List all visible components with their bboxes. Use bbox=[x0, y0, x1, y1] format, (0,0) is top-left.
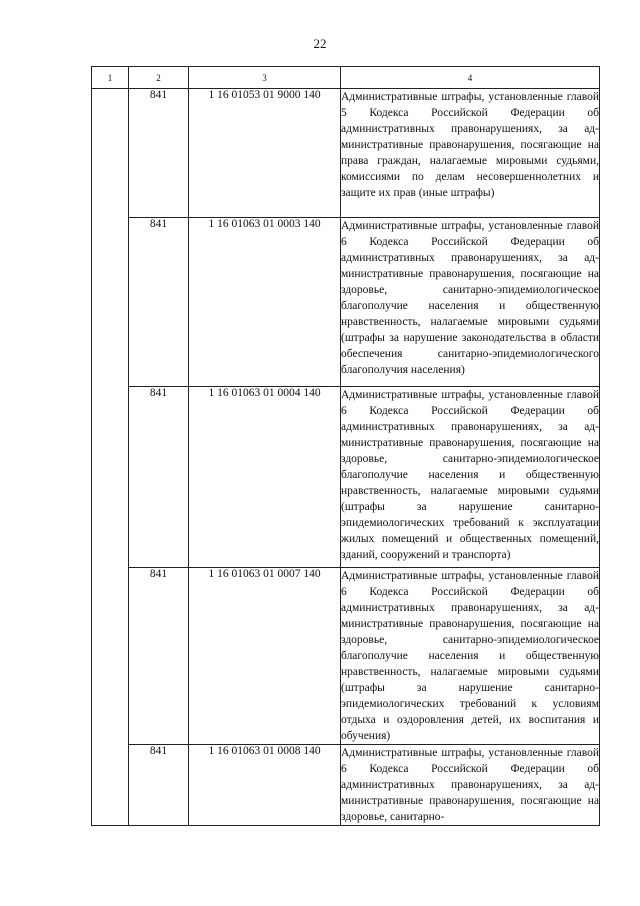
table-row bbox=[92, 568, 600, 745]
budget-code-cell: 1 16 01063 01 0008 140 bbox=[189, 745, 341, 826]
budget-code-cell: 1 16 01063 01 0007 140 bbox=[189, 568, 341, 745]
admin-code-cell: 841 bbox=[129, 745, 189, 826]
table-header-row bbox=[92, 67, 600, 89]
budget-code-cell: 1 16 01053 01 9000 140 bbox=[189, 89, 341, 218]
empty-column-cell bbox=[92, 89, 129, 826]
description-cell: Административные штрафы, установленные главой 6 Кодекса Российской Федерации об административных правонарушениях, за административные правонарушения, посягающие на здоровье, санитарно-эпидемиологическое благополучие населения и общественную нравственность, налагаемые мировыми судьями (штрафы за нарушение законодательства в области обеспечения санитарно-эпидемиологического благополучия населения) bbox=[341, 218, 600, 387]
admin-code-cell: 841 bbox=[129, 89, 189, 218]
column-header: 1 bbox=[92, 67, 129, 89]
page-number: 22 bbox=[313, 36, 327, 51]
column-header: 3 bbox=[189, 67, 341, 89]
column-header: 2 bbox=[129, 67, 189, 89]
admin-code-cell: 841 bbox=[129, 218, 189, 387]
description-cell: Административные штрафы, установленные главой 6 Кодекса Российской Федерации об административных правонарушениях, за административные правонарушения, посягающие на здоровье, санитарно-эпидемиологическое благополучие населения и общественную нравственность, налагаемые мировыми судьями (штрафы за нарушение санитарно-эпидемиологических требований к условиям отдыха и оздоровления детей, их воспитания и обучения) bbox=[341, 568, 600, 745]
table-row bbox=[92, 745, 600, 826]
admin-code-cell: 841 bbox=[129, 387, 189, 568]
table-row bbox=[92, 89, 600, 218]
description-cell: Административные штрафы, установленные главой 6 Кодекса Российской Федерации об административных правонарушениях, за административные правонарушения, посягающие на здоровье, санитарно- bbox=[341, 745, 600, 826]
admin-code-cell: 841 bbox=[129, 568, 189, 745]
description-cell: Административные штрафы, установленные главой 5 Кодекса Российской Федерации об административных правонарушениях, за административные правонарушения, посягающие на права граждан, налагаемые мировыми судьями, комиссиями по делам несовершеннолетних и защите их прав (иные штрафы) bbox=[341, 89, 600, 218]
budget-codes-table bbox=[91, 66, 600, 826]
table-row bbox=[92, 218, 600, 387]
budget-code-cell: 1 16 01063 01 0004 140 bbox=[189, 387, 341, 568]
budget-code-cell: 1 16 01063 01 0003 140 bbox=[189, 218, 341, 387]
description-cell: Административные штрафы, установленные главой 6 Кодекса Российской Федерации об административных правонарушениях, за административные правонарушения, посягающие на здоровье, санитарно-эпидемиологическое благополучие населения и общественную нравственность, налагаемые мировыми судьями (штрафы за нарушение санитарно-эпидемиологических требований к эксплуатации жилых помещений и общественных помещений, зданий, сооружений и транспорта) bbox=[341, 387, 600, 568]
column-header: 4 bbox=[341, 67, 600, 89]
table-row bbox=[92, 387, 600, 568]
